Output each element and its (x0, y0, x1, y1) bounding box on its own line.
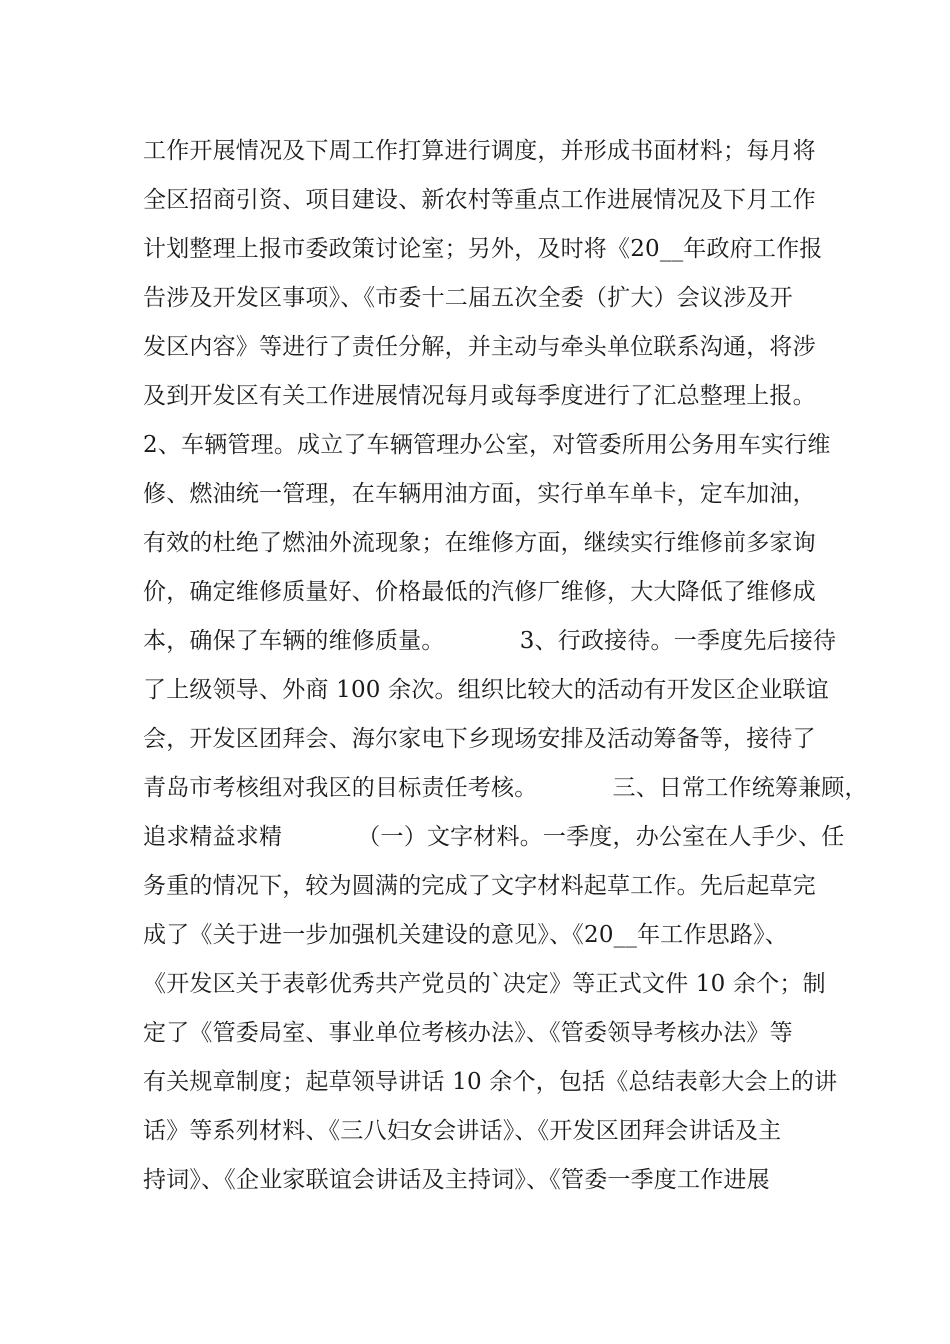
text-line: 有效的杜绝了燃油外流现象；在维修方面，继续实行维修前多家询 (143, 530, 816, 556)
text-line: 了上级领导、外商 100 余次。组织比较大的活动有开发区企业联谊 (143, 677, 829, 703)
text-line: 工作开展情况及下周工作打算进行调度，并形成书面材料；每月将 (143, 138, 816, 164)
text-line: 青岛市考核组对我区的目标责任考核。 三、日常工作统筹兼顾， (143, 775, 868, 801)
text-line: 追求精益求精 （一）文字材料。一季度，办公室在人手少、任 (143, 824, 845, 850)
text-line: 会，开发区团拜会、海尔家电下乡现场安排及活动筹备等，接待了 (143, 726, 816, 752)
text-line: 告涉及开发区事项》、《市委十二届五次全委（扩大）会议涉及开 (143, 285, 793, 311)
text-line: 持词》、《企业家联谊会讲话及主持词》、《管委一季度工作进展 (143, 1167, 770, 1193)
text-line: 本，确保了车辆的维修质量。 3、行政接待。一季度先后接待 (143, 628, 837, 654)
text-line: 发区内容》等进行了责任分解，并主动与牵头单位联系沟通，将涉 (143, 334, 816, 360)
text-line: 话》等系列材料、《三八妇女会讲话》、《开发区团拜会讲话及主 (143, 1118, 782, 1144)
text-line: 价，确定维修质量好、价格最低的汽修厂维修，大大降低了维修成 (143, 579, 816, 605)
text-line: 有关规章制度；起草领导讲话 10 余个，包括《总结表彰大会上的讲 (143, 1069, 838, 1095)
body-text (143, 127, 868, 1205)
text-line: 及到开发区有关工作进展情况每月或每季度进行了汇总整理上报。 (143, 383, 816, 409)
text-line: 《开发区关于表彰优秀共产党员的`决定》等正式文件 10 余个；制 (143, 971, 826, 997)
text-line: 定了《管委局室、事业单位考核办法》、《管委领导考核办法》等 (143, 1020, 793, 1046)
text-line: 修、燃油统一管理，在车辆用油方面，实行单车单卡，定车加油， (143, 481, 816, 507)
text-line: 成了《关于进一步加强机关建设的意见》、《20__年工作思路》、 (143, 922, 788, 948)
text-line: 计划整理上报市委政策讨论室；另外，及时将《20__年政府工作报 (143, 236, 823, 262)
text-line: 全区招商引资、项目建设、新农村等重点工作进展情况及下月工作 (143, 187, 816, 213)
text-line: 2、车辆管理。成立了车辆管理办公室，对管委所用公务用车实行维 (143, 432, 831, 458)
text-line: 务重的情况下，较为圆满的完成了文字材料起草工作。先后起草完 (143, 873, 816, 899)
